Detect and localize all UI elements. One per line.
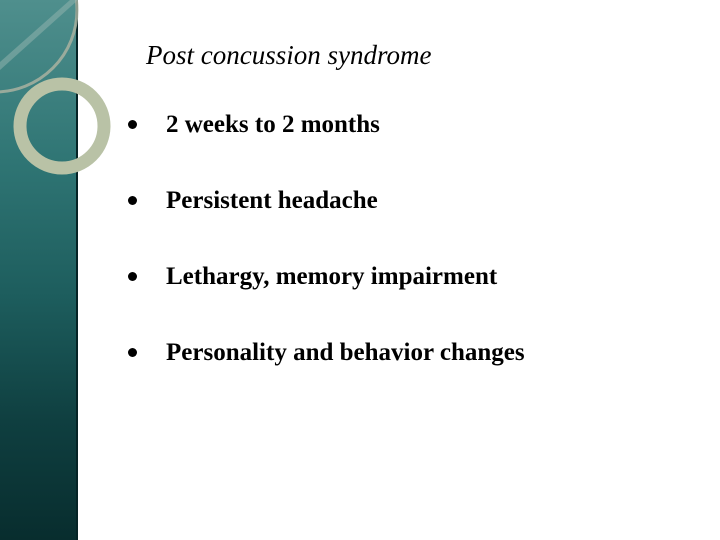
bullet-item-2 (128, 184, 525, 260)
bullet-text: 2 weeks to 2 months (166, 111, 380, 138)
bullet-text: Lethargy, memory impairment (166, 263, 498, 290)
bullet-text: Personality and behavior changes (166, 339, 525, 366)
slide-title: Post concussion syndrome (146, 40, 432, 70)
bullet-dot-icon (128, 120, 137, 129)
bullet-item-3 (128, 260, 525, 336)
bullet-dot-icon (128, 348, 137, 357)
bullet-text: Persistent headache (166, 187, 378, 214)
bullet-list (128, 108, 525, 412)
bullet-item-1 (128, 108, 525, 184)
diagonal-light-stripe (0, 0, 78, 70)
bullet-item-4 (128, 336, 525, 412)
bullet-dot-icon (128, 196, 137, 205)
small-ring (20, 84, 104, 168)
bullet-dot-icon (128, 272, 137, 281)
